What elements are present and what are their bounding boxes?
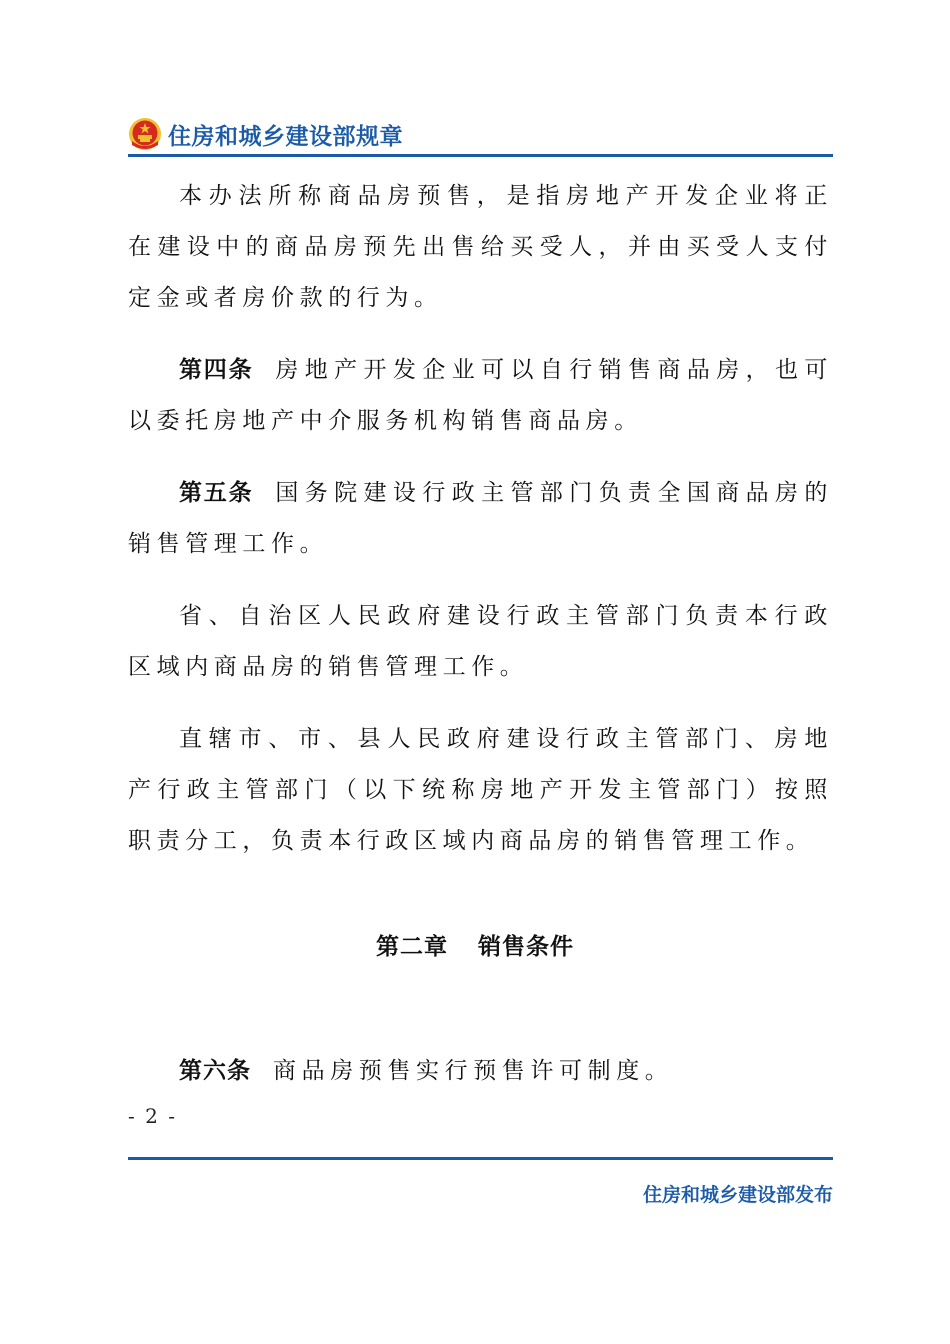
page-header: [128, 112, 833, 156]
paragraph-provincial: 省、自治区人民政府建设行政主管部门负责本行政区域内商品房的销售管理工作。: [128, 603, 833, 680]
document-body: [128, 171, 833, 867]
chapter-number: 第二章: [376, 934, 448, 960]
paragraph-presale-definition: 本办法所称商品房预售，是指房地产开发企业将正在建设中的商品房预先出售给买受人，并由买受人支付定金或者房价款的行为。: [128, 183, 833, 311]
article-5: [128, 468, 833, 570]
article-4: [128, 345, 833, 447]
article-6-text: 商品房预售实行预售许可制度。: [273, 1058, 674, 1084]
article-6-label: 第六条: [179, 1058, 251, 1084]
national-emblem-icon: [128, 117, 162, 151]
article-6: [128, 1046, 833, 1097]
article-4-text: 房地产开发企业可以自行销售商品房，也可以委托房地产中介服务机构销售商品房。: [128, 357, 833, 434]
article-5-label: 第五条: [179, 480, 254, 506]
article-4-label: 第四条: [179, 357, 254, 383]
header-divider: [128, 154, 833, 157]
chapter-heading: [0, 928, 950, 961]
chapter-title: 销售条件: [478, 934, 574, 960]
paragraph-municipal: 直辖市、市、县人民政府建设行政主管部门、房地产行政主管部门（以下统称房地产开发主管部门）按照职责分工，负责本行政区域内商品房的销售管理工作。: [128, 726, 833, 854]
page-number: - 2 -: [128, 1104, 177, 1128]
footer-publisher: 住房和城乡建设部发布: [642, 1184, 833, 1206]
article-5-text: 国务院建设行政主管部门负责全国商品房的销售管理工作。: [128, 480, 833, 557]
footer-divider: [128, 1157, 833, 1160]
header-title: 住房和城乡建设部规章: [168, 123, 403, 150]
